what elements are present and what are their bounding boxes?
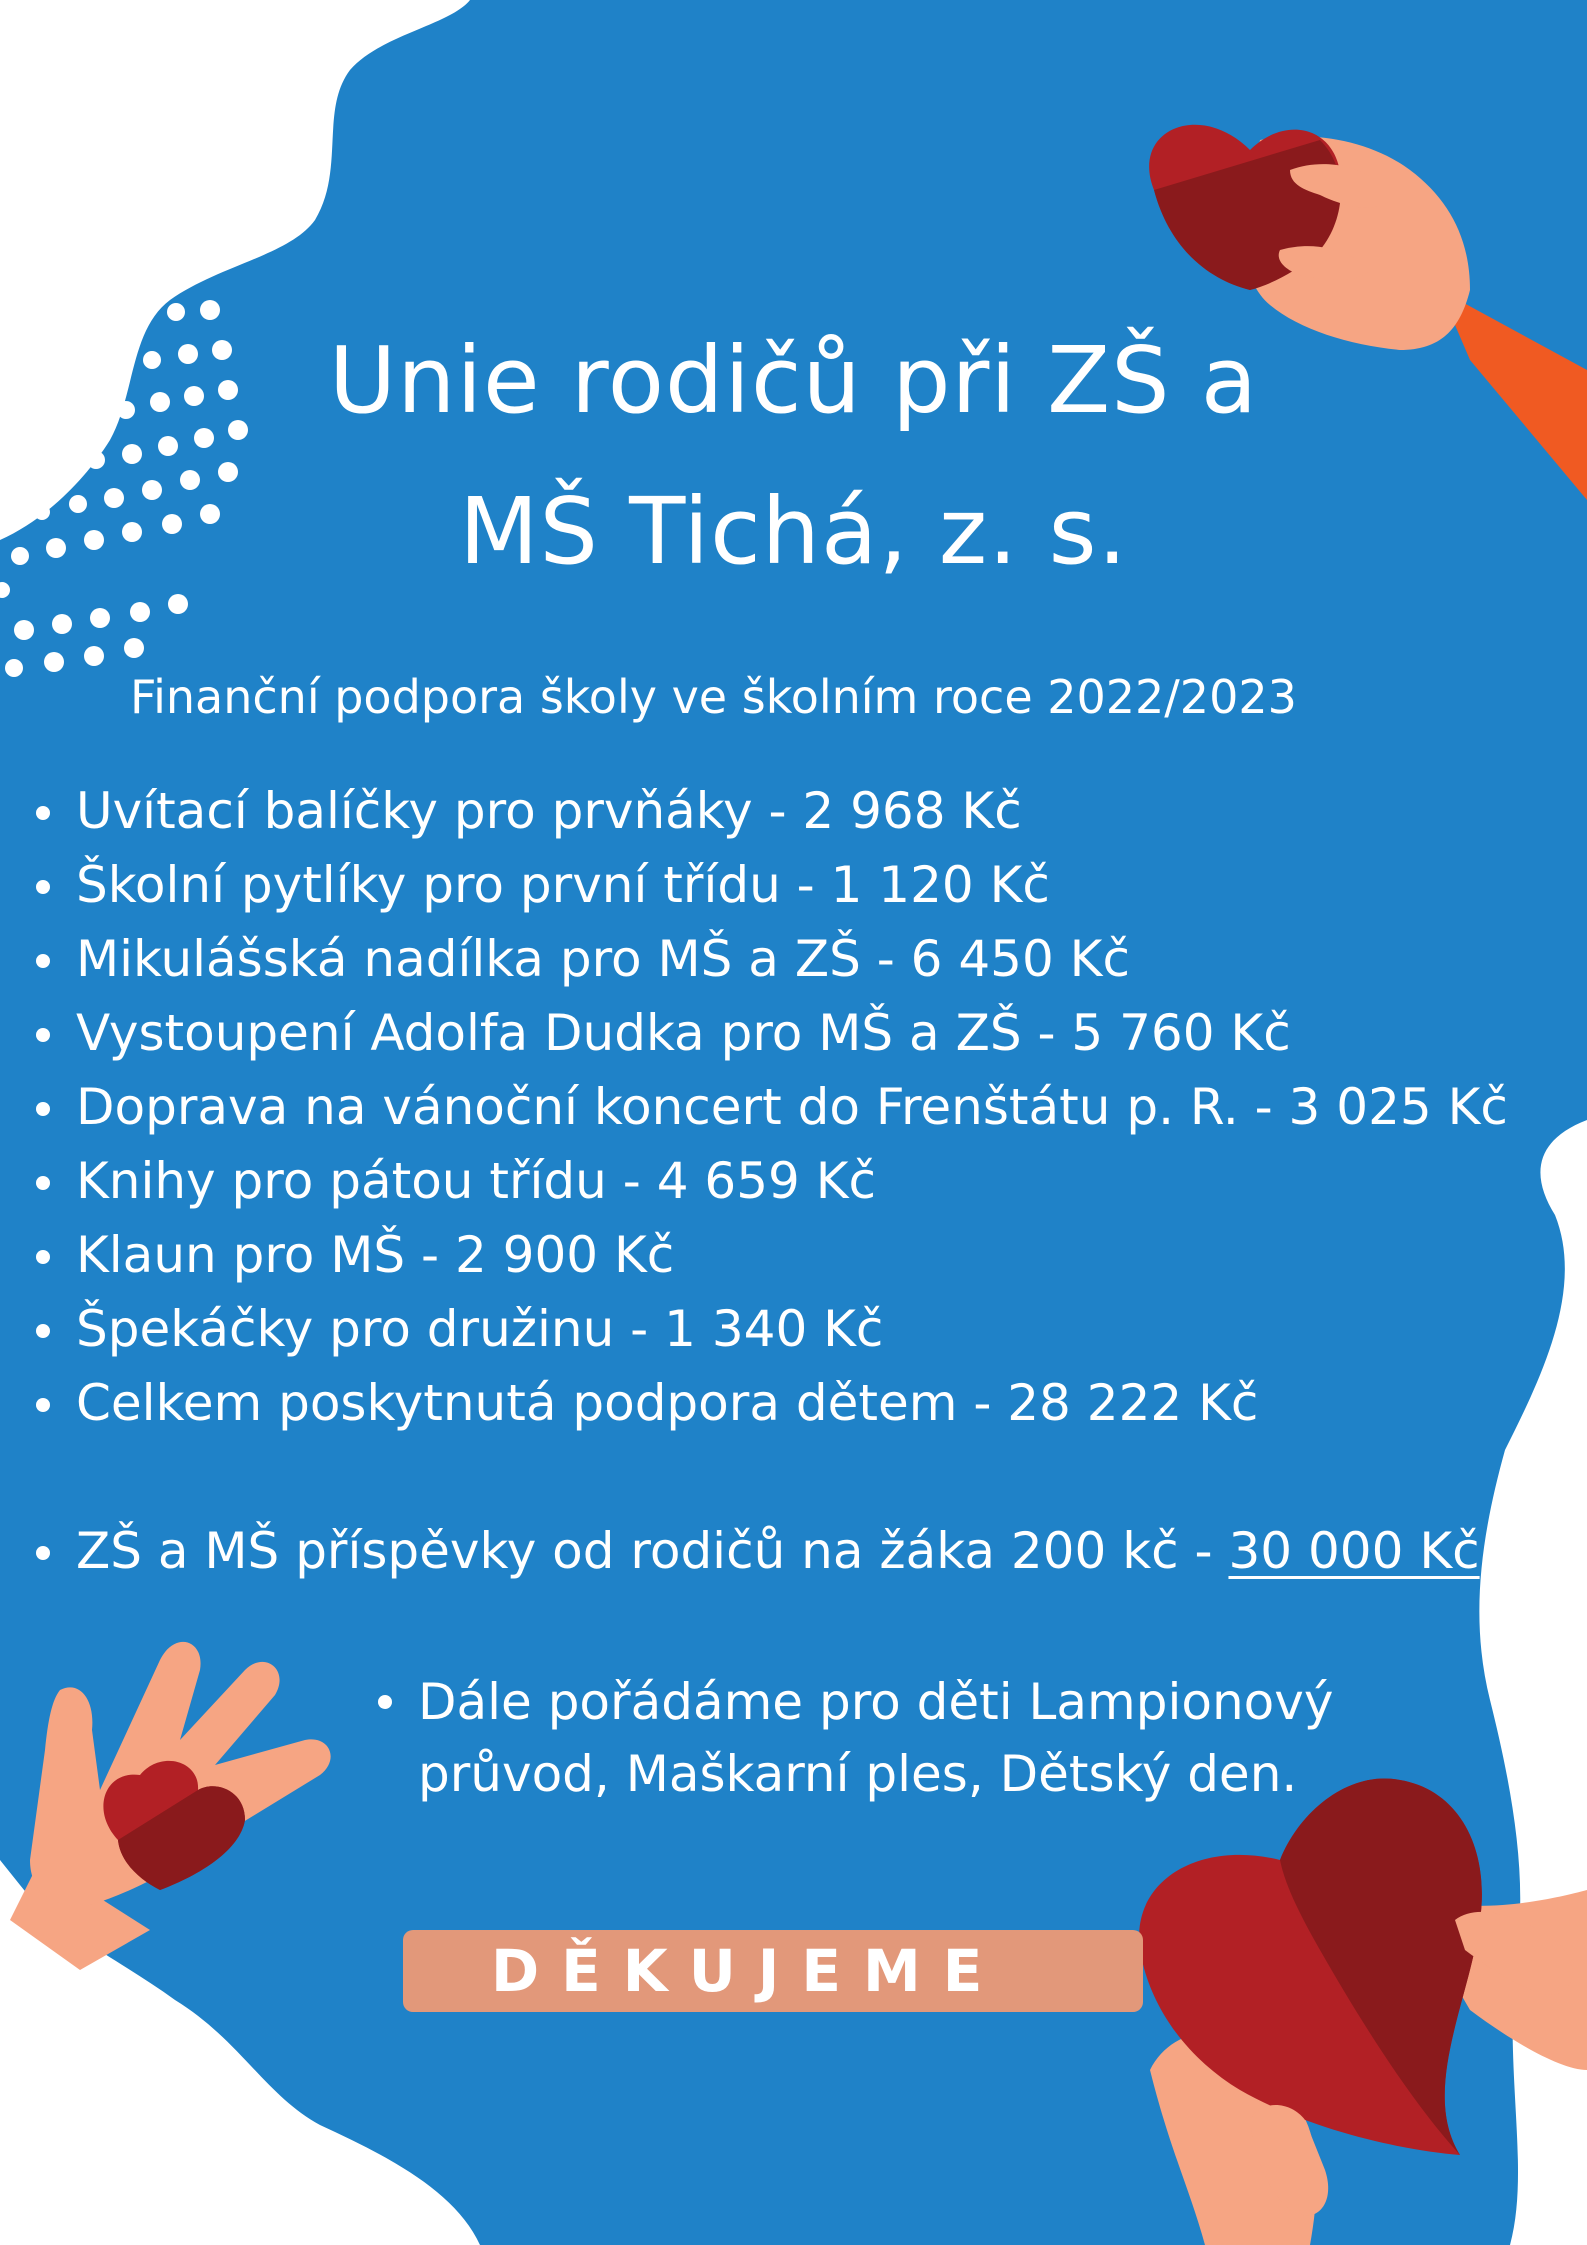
bullet-icon bbox=[36, 1398, 50, 1412]
hand-heart-left-icon bbox=[0, 1590, 360, 1970]
bullet-icon bbox=[36, 954, 50, 968]
list-item: Klaun pro MŠ - 2 900 Kč bbox=[32, 1230, 1508, 1304]
bullet-icon bbox=[36, 1250, 50, 1264]
list-item: Uvítací balíčky pro prvňáky - 2 968 Kč bbox=[32, 786, 1508, 860]
list-item: Vystoupení Adolfa Dudka pro MŠ a ZŠ - 5 760 Kč bbox=[32, 1008, 1508, 1082]
bullet-icon bbox=[378, 1695, 392, 1709]
contributions-amount: 30 000 Kč bbox=[1228, 1522, 1480, 1580]
dots-decoration bbox=[0, 250, 260, 700]
bullet-icon bbox=[36, 1324, 50, 1338]
bullet-icon bbox=[36, 806, 50, 820]
events-text: Dále pořádáme pro děti Lampionový průvod, Maškarní ples, Dětský den. bbox=[418, 1673, 1334, 1803]
parent-contributions bbox=[32, 1522, 1480, 1580]
bullet-icon bbox=[36, 1176, 50, 1190]
subtitle: Finanční podpora školy ve školním roce 2022/2023 bbox=[130, 670, 1297, 724]
list-item: Školní pytlíky pro první třídu - 1 120 Kč bbox=[32, 860, 1508, 934]
bullet-icon bbox=[36, 1028, 50, 1042]
list-item: Doprava na vánoční koncert do Frenštátu p. R. - 3 025 Kč bbox=[32, 1082, 1508, 1156]
title-line-1: Unie rodičů při ZŠ a bbox=[328, 327, 1259, 434]
list-item: Špekáčky pro družinu - 1 340 Kč bbox=[32, 1304, 1508, 1378]
title-line-2: MŠ Tichá, z. s. bbox=[459, 478, 1128, 585]
thanks-banner: DĚKUJEME bbox=[403, 1930, 1143, 2012]
bullet-icon bbox=[36, 1546, 50, 1560]
list-item: Mikulášská nadílka pro MŠ a ZŠ - 6 450 Kč bbox=[32, 934, 1508, 1008]
hand-heart-top-icon bbox=[1140, 110, 1587, 510]
events-note bbox=[376, 1666, 1418, 1810]
contributions-text: ZŠ a MŠ příspěvky od rodičů na žáka 200 kč - bbox=[76, 1522, 1229, 1580]
bullet-icon bbox=[36, 880, 50, 894]
list-item-total: Celkem poskytnutá podpora dětem - 28 222 Kč bbox=[32, 1378, 1508, 1452]
bullet-icon bbox=[36, 1102, 50, 1116]
hands-heart-bottom-icon bbox=[1130, 1770, 1587, 2245]
list-item: Knihy pro pátou třídu - 4 659 Kč bbox=[32, 1156, 1508, 1230]
support-list bbox=[32, 782, 1508, 1452]
